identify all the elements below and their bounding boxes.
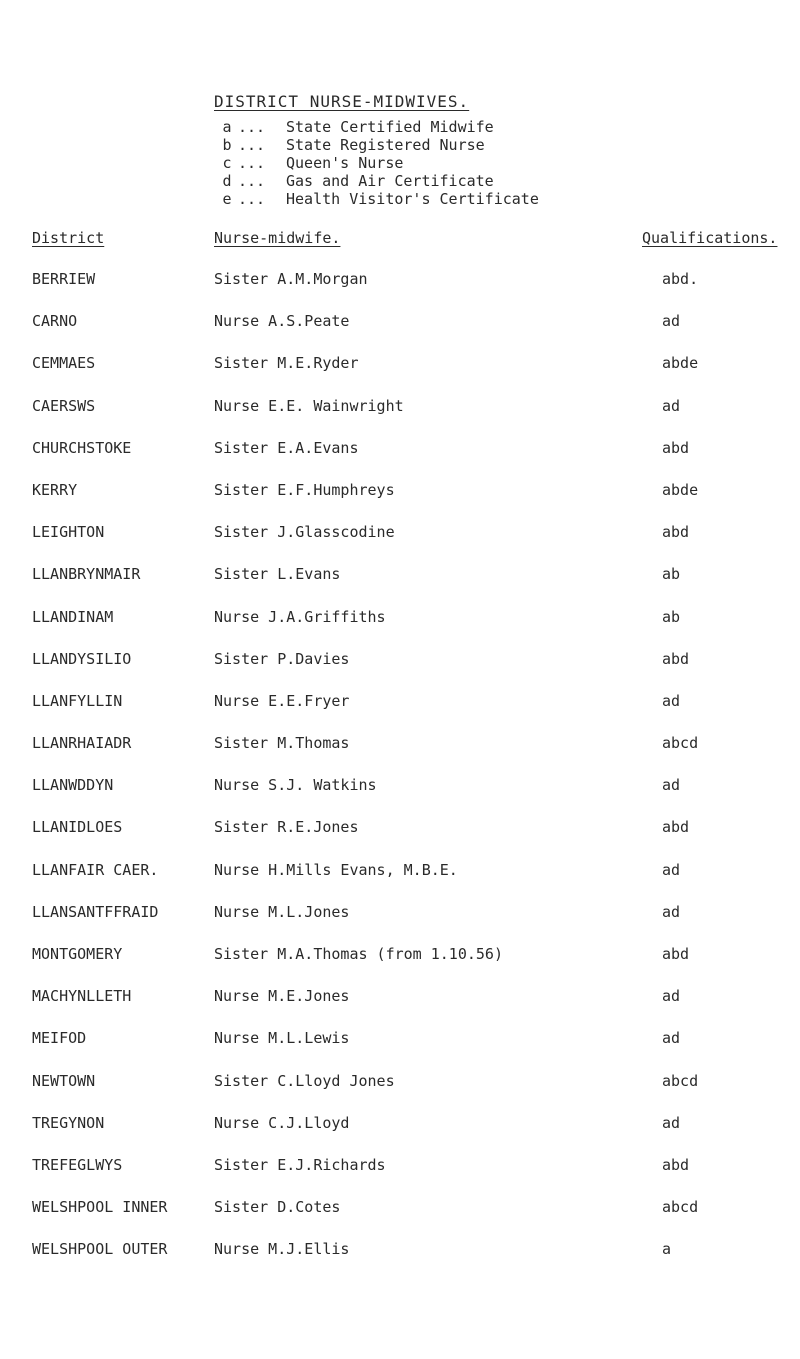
nurse-cell: Sister M.E.Ryder <box>214 354 359 373</box>
qualifications-cell: abd <box>662 818 690 837</box>
district-cell: LLANDYSILIO <box>32 649 132 668</box>
qualifications-cell: ad <box>662 312 681 331</box>
qualifications-cell: ad <box>662 860 681 879</box>
qualifications-cell: ab <box>662 607 681 626</box>
district-cell: LLANSANTFFRAID <box>32 902 159 921</box>
legend-text: Health Visitor's Certificate <box>286 190 539 208</box>
district-cell: WELSHPOOL INNER <box>32 1198 168 1217</box>
nurse-cell: Sister A.M.Morgan <box>214 270 368 288</box>
legend-item <box>220 172 539 190</box>
table-row <box>0 602 800 644</box>
nurse-cell: Nurse M.L.Jones <box>214 902 350 921</box>
nurse-table <box>0 264 800 1277</box>
legend-text: Queen's Nurse <box>286 154 404 172</box>
nurse-cell: Nurse J.A.Griffiths <box>214 607 386 626</box>
table-row <box>0 1192 800 1234</box>
district-cell: BERRIEW <box>32 270 96 288</box>
nurse-cell: Sister R.E.Jones <box>214 818 359 837</box>
table-row <box>0 517 800 559</box>
qualifications-cell: abd <box>662 945 690 963</box>
table-row <box>0 897 800 939</box>
nurse-cell: Sister E.F.Humphreys <box>214 480 395 499</box>
district-cell: TREFEGLWYS <box>32 1155 123 1174</box>
legend-key: a <box>222 118 232 136</box>
district-cell: LEIGHTON <box>32 523 105 542</box>
legend-item <box>220 154 539 172</box>
legend-item <box>220 136 539 154</box>
district-cell: CEMMAES <box>32 354 96 373</box>
qualification-legend <box>220 118 539 208</box>
legend-key: c <box>222 154 232 172</box>
table-row <box>0 1023 800 1065</box>
district-cell: TREGYNON <box>32 1113 105 1132</box>
district-cell: LLANFAIR CAER. <box>32 860 159 879</box>
legend-key: d <box>222 172 232 190</box>
table-row <box>0 475 800 517</box>
table-row <box>0 1108 800 1150</box>
district-cell: LLANWDDYN <box>32 776 114 795</box>
nurse-cell: Nurse M.J.Ellis <box>214 1240 350 1259</box>
table-row <box>0 686 800 728</box>
table-row <box>0 981 800 1023</box>
qualifications-cell: abd <box>662 523 690 542</box>
qualifications-cell: abde <box>662 354 699 373</box>
nurse-cell: Nurse E.E. Wainwright <box>214 396 404 415</box>
district-cell: LLANFYLLIN <box>32 691 123 710</box>
district-cell: LLANDINAM <box>32 607 114 626</box>
legend-dots: ... <box>238 154 266 172</box>
nurse-cell: Sister C.Lloyd Jones <box>214 1071 395 1090</box>
table-header <box>0 228 800 248</box>
table-row <box>0 812 800 854</box>
table-row <box>0 939 800 981</box>
qualifications-cell: ad <box>662 987 681 1006</box>
qualifications-cell: ad <box>662 1113 681 1132</box>
nurse-cell: Nurse H.Mills Evans, M.B.E. <box>214 860 458 879</box>
district-cell: LLANIDLOES <box>32 818 123 837</box>
column-header-qualifications: Qualifications. <box>642 229 778 247</box>
legend-dots: ... <box>238 190 266 208</box>
qualifications-cell: abd <box>662 438 690 457</box>
qualifications-cell: ad <box>662 902 681 921</box>
qualifications-cell: ad <box>662 776 681 795</box>
table-row <box>0 348 800 390</box>
nurse-cell: Sister M.Thomas <box>214 734 350 753</box>
legend-text: State Certified Midwife <box>286 118 494 136</box>
table-row <box>0 1234 800 1276</box>
nurse-cell: Nurse M.E.Jones <box>214 987 350 1006</box>
qualifications-cell: abcd <box>662 1198 699 1217</box>
legend-key: b <box>222 136 232 154</box>
legend-dots: ... <box>238 172 266 190</box>
district-cell: LLANBRYNMAIR <box>32 565 141 584</box>
table-row <box>0 855 800 897</box>
qualifications-cell: abcd <box>662 1071 699 1090</box>
nurse-cell: Nurse E.E.Fryer <box>214 691 350 710</box>
table-row <box>0 264 800 306</box>
page-title: DISTRICT NURSE-MIDWIVES. <box>214 92 470 111</box>
table-row <box>0 644 800 686</box>
nurse-cell: Sister P.Davies <box>214 649 350 668</box>
qualifications-cell: a <box>662 1240 672 1259</box>
nurse-cell: Sister E.A.Evans <box>214 438 359 457</box>
district-cell: CAERSWS <box>32 396 96 415</box>
qualifications-cell: ad <box>662 1029 681 1048</box>
table-row <box>0 728 800 770</box>
column-header-district: District <box>32 229 105 247</box>
legend-key: e <box>222 190 232 208</box>
legend-text: State Registered Nurse <box>286 136 485 154</box>
qualifications-cell: ad <box>662 691 681 710</box>
legend-text: Gas and Air Certificate <box>286 172 494 190</box>
nurse-cell: Sister D.Cotes <box>214 1198 341 1217</box>
table-row <box>0 433 800 475</box>
table-row <box>0 1150 800 1192</box>
district-cell: NEWTOWN <box>32 1071 96 1090</box>
legend-dots: ... <box>238 118 266 136</box>
table-row <box>0 1066 800 1108</box>
qualifications-cell: abd. <box>662 270 699 288</box>
nurse-cell: Nurse M.L.Lewis <box>214 1029 350 1048</box>
nurse-cell: Sister L.Evans <box>214 565 341 584</box>
legend-item <box>220 118 539 136</box>
table-row <box>0 559 800 601</box>
table-row <box>0 770 800 812</box>
qualifications-cell: abcd <box>662 734 699 753</box>
qualifications-cell: ad <box>662 396 681 415</box>
qualifications-cell: abd <box>662 649 690 668</box>
qualifications-cell: abde <box>662 480 699 499</box>
table-row <box>0 391 800 433</box>
district-cell: CHURCHSTOKE <box>32 438 132 457</box>
nurse-cell: Nurse C.J.Lloyd <box>214 1113 350 1132</box>
nurse-cell: Nurse A.S.Peate <box>214 312 350 331</box>
district-cell: MEIFOD <box>32 1029 87 1048</box>
district-cell: MONTGOMERY <box>32 945 123 963</box>
nurse-cell: Nurse S.J. Watkins <box>214 776 377 795</box>
district-cell: LLANRHAIADR <box>32 734 132 753</box>
table-row <box>0 306 800 348</box>
qualifications-cell: abd <box>662 1155 690 1174</box>
district-cell: MACHYNLLETH <box>32 987 132 1006</box>
district-cell: KERRY <box>32 480 78 499</box>
qualifications-cell: ab <box>662 565 681 584</box>
nurse-cell: Sister J.Glasscodine <box>214 523 395 542</box>
column-header-nurse: Nurse-midwife. <box>214 229 341 247</box>
nurse-cell: Sister E.J.Richards <box>214 1155 386 1174</box>
legend-dots: ... <box>238 136 266 154</box>
district-cell: WELSHPOOL OUTER <box>32 1240 168 1259</box>
district-cell: CARNO <box>32 312 78 331</box>
nurse-cell: Sister M.A.Thomas (from 1.10.56) <box>214 945 503 963</box>
legend-item <box>220 190 539 208</box>
